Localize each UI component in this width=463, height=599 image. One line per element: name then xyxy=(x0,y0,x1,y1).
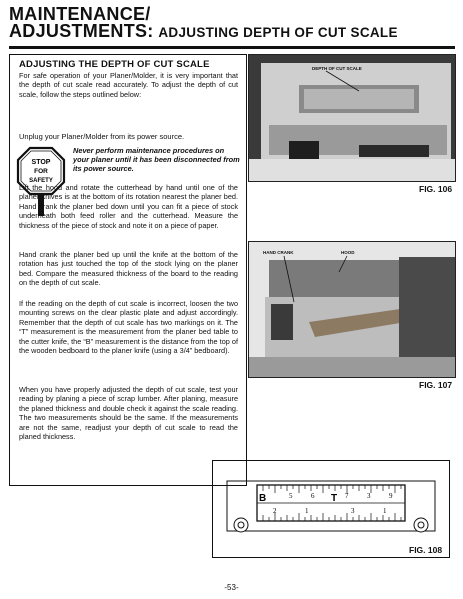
stop-sign-word-2: FOR xyxy=(34,168,48,175)
instruction-panel xyxy=(9,54,247,486)
depth-scale-icon xyxy=(213,461,449,557)
scale-num-bottom-4: 1 xyxy=(383,507,387,515)
left-mounting-screw-icon xyxy=(234,518,248,532)
scale-num-top-3: 7 xyxy=(345,492,349,500)
stop-sign-word-1: STOP xyxy=(31,159,51,166)
scale-num-top-2: 6 xyxy=(311,492,315,500)
scale-num-bottom-3: 3 xyxy=(351,507,355,515)
intro-text: For safe operation of your Planer/Molder, it is very important that the depth of cut scale read accurately. To adjust the depth of cut scale, follow the steps outlined below: xyxy=(19,71,238,99)
step-2-text: Hand crank the planer bed up until the knife at the bottom of the rotation has just touched the top of the stock lying on the planer bed. Compare the measured thickness of the board to the reading on the depth of cut scale. xyxy=(19,250,238,288)
step-3-text: If the reading on the depth of cut scale is incorrect, loosen the two mounting screws on the clear plastic plate and adjust accordingly. Remember that the depth of cut scale has two markings on it. The “T” measurement is the measurement from the planer bed table to the cutter knife, the “B” measurement is the distance from the top of the wooden bedboard to the planer knife (using a 3/4” bedboard). xyxy=(19,299,238,356)
unplug-text: Unplug your Planer/Molder from its power source. xyxy=(19,132,185,141)
fig-108-label: FIG. 108 xyxy=(409,545,443,555)
step-1-text: Lift the hood and rotate the cutterhead by hand until one of the planer knives is at the bottom of its rotation nearest the planer bed. Hand crank the planer bed down until you can fit a piece of stock underneath both feed roller and the cutterhead. Measure the thickness of the piece of stock and note it on a piece of paper. xyxy=(19,183,238,230)
fig-108-scale-diagram xyxy=(212,460,450,558)
fig-107-photo xyxy=(248,241,456,378)
scale-num-bottom-2: 1 xyxy=(305,507,309,515)
header-title-main: ADJUSTMENTS: xyxy=(9,21,154,41)
scale-num-top-5: 9 xyxy=(389,492,393,500)
fig-107-callout-crank: HAND CRANK xyxy=(263,250,294,255)
scale-num-top-4: 3 xyxy=(367,492,371,500)
fig-106-label: FIG. 106 xyxy=(419,184,453,194)
stop-sign-word-3: SAFETY xyxy=(29,178,53,184)
page-header xyxy=(9,6,454,41)
safety-warning-text: Never perform maintenance procedures on your planer until it has been disconnected from its power source. xyxy=(73,146,240,174)
header-title-line2 xyxy=(9,23,454,41)
fig-107-label: FIG. 107 xyxy=(419,380,453,390)
step-4-text: When you have properly adjusted the depth of cut scale, test your reading by planing a piece of scrap lumber. After planing, measure the planed thickness and double check it against the scale reading. The two measurements should be the same. If the measurements are not the same, readjust your depth of cut scale to read the planed thickness. xyxy=(19,385,238,442)
fig-107-callout-hood: HOOD xyxy=(341,250,355,255)
scale-mark-b: B xyxy=(259,493,267,504)
page-number: -53- xyxy=(224,583,239,592)
scale-num-top-1: 5 xyxy=(289,492,293,500)
fig-106-photo xyxy=(248,54,456,182)
fig-106-callout: DEPTH OF CUT SCALE xyxy=(312,66,362,71)
panel-title: ADJUSTING THE DEPTH OF CUT SCALE xyxy=(19,59,210,70)
header-title-sub: ADJUSTING DEPTH OF CUT SCALE xyxy=(158,25,398,40)
header-rule xyxy=(9,46,455,49)
header-title-line1: MAINTENANCE/ xyxy=(9,4,151,24)
scale-num-bottom-1: 2 xyxy=(273,507,277,515)
right-mounting-screw-icon xyxy=(414,518,428,532)
scale-mark-t: T xyxy=(331,493,338,504)
